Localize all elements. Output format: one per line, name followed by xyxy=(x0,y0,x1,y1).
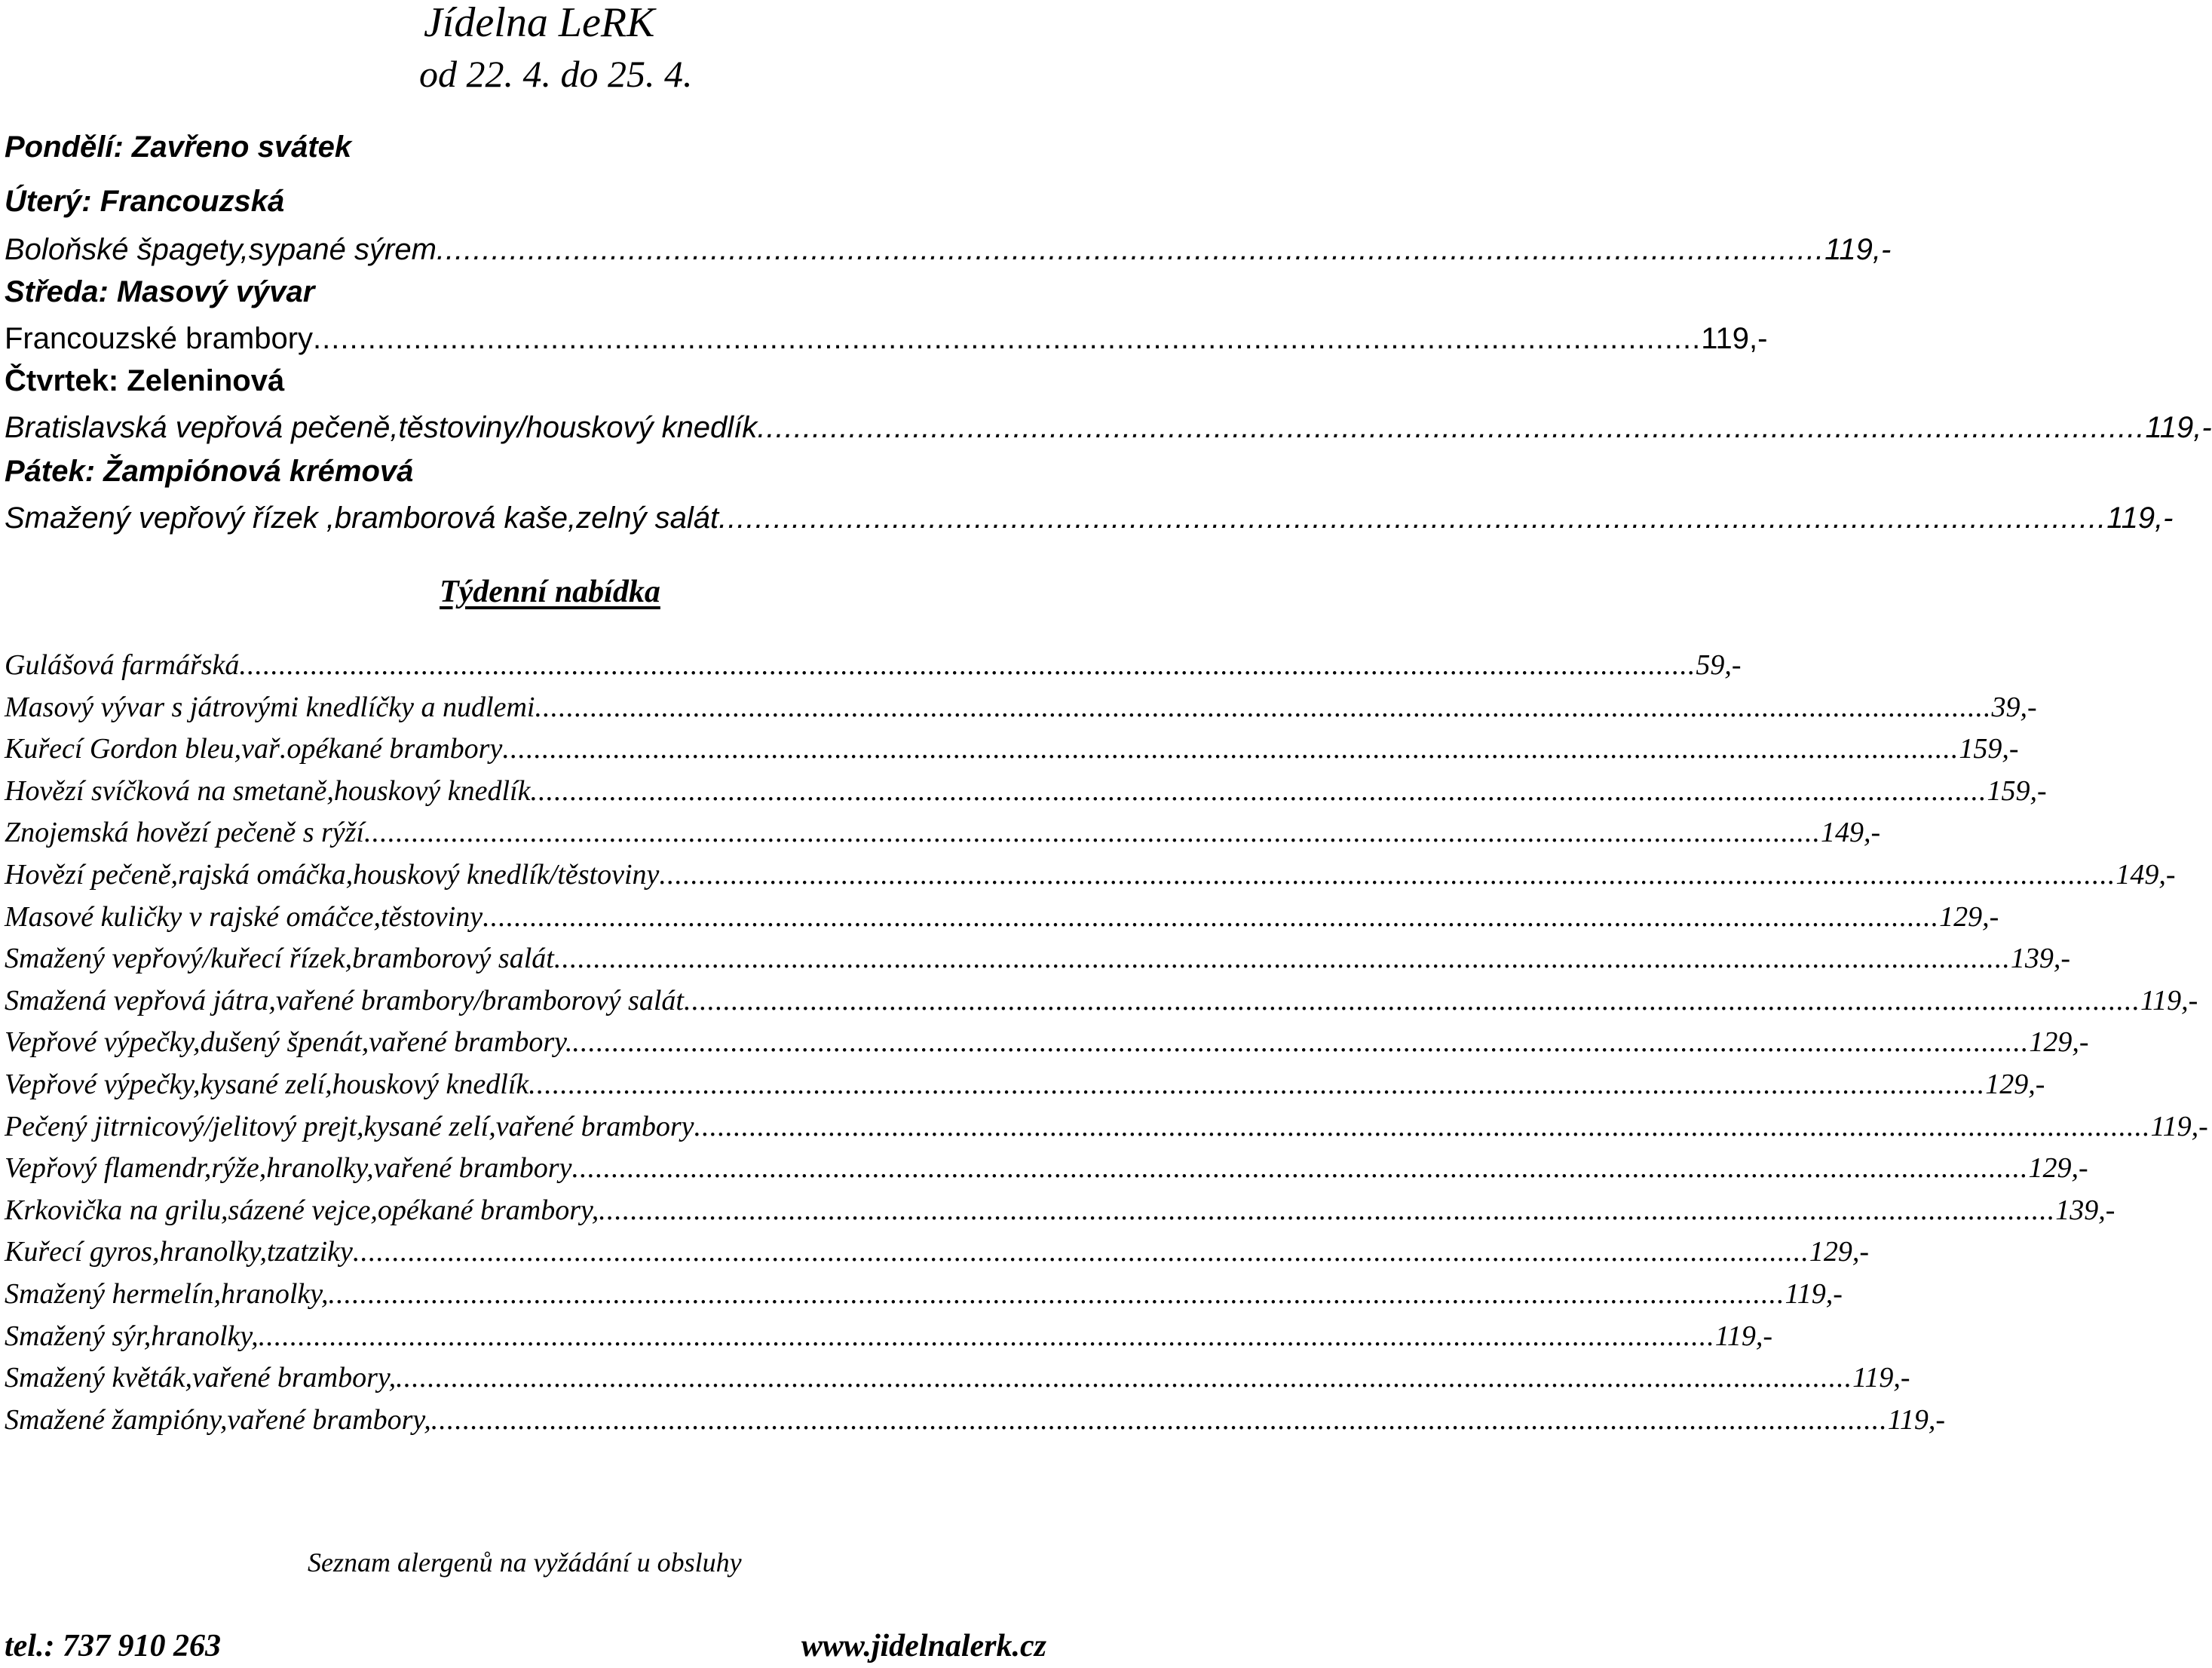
weekly-item-row xyxy=(5,772,2047,810)
weekly-item-name: Smažená vepřová játra,vařené brambory/bramborový salát xyxy=(5,985,684,1016)
weekly-item-name: Smažený hermelín,hranolky, xyxy=(5,1278,329,1310)
weekly-item-row xyxy=(5,856,2176,894)
leader-dots: ........................................................................................................................................................ xyxy=(757,411,2146,444)
allergen-note: Seznam alergenů na vyžádání u obsluhy xyxy=(308,1547,742,1578)
meal-name: Bratislavská vepřová pečeně,těstoviny/houskový knedlík xyxy=(5,411,758,444)
wednesday-soup: Středa: Masový vývar xyxy=(5,275,315,308)
friday-soup: Pátek: Žampiónová krémová xyxy=(5,455,414,488)
weekly-item-price: 119,- xyxy=(2150,1111,2208,1142)
weekly-item-price: 149,- xyxy=(2115,859,2176,891)
monday-heading: Pondělí: Zavřeno svátek xyxy=(5,130,352,164)
leader-dots: ........................................................................................................................................................................................ xyxy=(239,649,1696,681)
weekly-item-row xyxy=(5,1108,2208,1145)
weekly-item-name: Znojemská hovězí pečeně s rýží xyxy=(5,817,364,848)
weekly-item-name: Smažený květák,vařené brambory, xyxy=(5,1362,397,1394)
weekly-item-name: Gulášová farmářská xyxy=(5,649,240,681)
wednesday-meal-row xyxy=(5,320,1768,357)
weekly-item-row xyxy=(5,940,2070,977)
weekly-item-row xyxy=(5,898,1999,936)
thursday-meal-row xyxy=(5,409,2212,446)
tuesday-soup: Úterý: Francouzská xyxy=(5,185,285,218)
weekly-item-row xyxy=(5,1275,1843,1313)
website-link[interactable]: www.jidelnalerk.cz xyxy=(801,1629,1046,1663)
weekly-item-row xyxy=(5,1317,1773,1355)
weekly-item-price: 159,- xyxy=(1987,775,2047,807)
date-range: od 22. 4. do 25. 4. xyxy=(419,53,693,95)
weekly-item-price: 119,- xyxy=(1887,1404,1946,1436)
weekly-item-price: 119,- xyxy=(1852,1362,1910,1394)
weekly-item-row xyxy=(5,1023,2089,1061)
weekly-item-price: 119,- xyxy=(1785,1278,1843,1310)
leader-dots: ........................................................................................................................................................................................ xyxy=(572,1026,2030,1058)
leader-dots: ........................................................................................................................................................ xyxy=(718,501,2107,535)
weekly-item-price: 59,- xyxy=(1696,649,1742,681)
tuesday-meal-row xyxy=(5,231,1892,268)
weekly-item-price: 119,- xyxy=(1714,1320,1773,1352)
leader-dots: ........................................................................................................................................................................................ xyxy=(430,1404,1888,1436)
weekly-item-name: Smažený sýr,hranolky, xyxy=(5,1320,259,1352)
leader-dots: ........................................................................................................................................................ xyxy=(436,233,1825,266)
weekly-item-name: Krkovička na grilu,sázené vejce,opékané brambory, xyxy=(5,1194,599,1226)
meal-name: Boloňské špagety,sypané sýrem xyxy=(5,233,437,266)
meal-price: 119,- xyxy=(1824,233,1892,266)
weekly-item-row xyxy=(5,688,2037,726)
weekly-item-row xyxy=(5,1359,1910,1397)
weekly-item-name: Hovězí pečeně,rajská omáčka,houskový knedlík/těstoviny xyxy=(5,859,660,891)
meal-name: Francouzské brambory xyxy=(5,322,314,355)
leader-dots: ........................................................................................................................................................................................ xyxy=(530,775,1987,807)
weekly-item-price: 129,- xyxy=(2029,1026,2089,1058)
leader-dots: ........................................................................................................................................................ xyxy=(313,322,1702,355)
meal-price: 119,- xyxy=(1701,322,1768,355)
leader-dots: ........................................................................................................................................................................................ xyxy=(553,943,2011,974)
leader-dots: ........................................................................................................................................................................................ xyxy=(659,859,2116,891)
leader-dots: ........................................................................................................................................................................................ xyxy=(683,985,2140,1016)
leader-dots: ........................................................................................................................................................................................ xyxy=(535,691,1992,723)
weekly-item-row xyxy=(5,1065,2045,1103)
weekly-item-row xyxy=(5,982,2198,1020)
weekly-item-price: 119,- xyxy=(2140,985,2198,1016)
meal-price: 119,- xyxy=(2106,501,2174,535)
weekly-item-name: Smažené žampióny,vařené brambory, xyxy=(5,1404,431,1436)
weekly-item-price: 129,- xyxy=(1809,1236,1870,1268)
weekly-item-name: Hovězí svíčková na smetaně,houskový knedlík xyxy=(5,775,531,807)
weekly-item-price: 129,- xyxy=(1939,901,1999,933)
meal-name: Smažený vepřový řízek ,bramborová kaše,zelný salát xyxy=(5,501,719,535)
weekly-item-row xyxy=(5,1233,1870,1271)
weekly-item-price: 149,- xyxy=(1821,817,1881,848)
weekly-item-name: Kuřecí gyros,hranolky,tzatziky xyxy=(5,1236,353,1268)
weekly-item-row xyxy=(5,1401,1946,1439)
weekly-item-price: 159,- xyxy=(1959,733,2019,765)
page-title: Jídelna LeRK xyxy=(424,0,655,46)
leader-dots: ........................................................................................................................................................................................ xyxy=(483,901,1940,933)
friday-meal-row xyxy=(5,499,2174,537)
weekly-item-name: Pečený jitrnicový/jelitový prejt,kysané zelí,vařené brambory xyxy=(5,1111,694,1142)
weekly-item-row xyxy=(5,730,2019,768)
weekly-item-row xyxy=(5,1191,2115,1229)
meal-price: 119,- xyxy=(2145,411,2212,444)
weekly-item-price: 39,- xyxy=(1991,691,2037,723)
leader-dots: ........................................................................................................................................................................................ xyxy=(599,1194,2056,1226)
weekly-item-name: Masový vývar s játrovými knedlíčky a nudlemi xyxy=(5,691,535,723)
leader-dots: ........................................................................................................................................................................................ xyxy=(502,733,1959,765)
weekly-offer-heading: Týdenní nabídka xyxy=(440,575,660,609)
leader-dots: ........................................................................................................................................................................................ xyxy=(328,1278,1785,1310)
leader-dots: ........................................................................................................................................................................................ xyxy=(528,1069,1986,1100)
weekly-item-name: Vepřové výpečky,dušený špenát,vařené brambory. xyxy=(5,1026,573,1058)
weekly-item-name: Kuřecí Gordon bleu,vař.opékané brambory xyxy=(5,733,503,765)
leader-dots: ........................................................................................................................................................................................ xyxy=(694,1111,2151,1142)
leader-dots: ........................................................................................................................................................................................ xyxy=(396,1362,1853,1394)
leader-dots: ........................................................................................................................................................................................ xyxy=(352,1236,1809,1268)
weekly-item-name: Vepřový flamendr,rýže,hranolky,vařené brambory xyxy=(5,1152,572,1184)
phone-number: tel.: 737 910 263 xyxy=(5,1629,221,1663)
leader-dots: ........................................................................................................................................................................................ xyxy=(258,1320,1715,1352)
weekly-item-price: 129,- xyxy=(2028,1152,2088,1184)
weekly-item-row xyxy=(5,646,1742,684)
weekly-item-price: 139,- xyxy=(2010,943,2070,974)
weekly-item-row xyxy=(5,1149,2088,1187)
weekly-item-name: Vepřové výpečky,kysané zelí,houskový knedlík xyxy=(5,1069,529,1100)
weekly-item-price: 139,- xyxy=(2055,1194,2115,1226)
weekly-item-name: Smažený vepřový/kuřecí řízek,bramborový salát xyxy=(5,943,554,974)
weekly-item-price: 129,- xyxy=(1985,1069,2045,1100)
leader-dots: ........................................................................................................................................................................................ xyxy=(571,1152,2029,1184)
weekly-item-row xyxy=(5,814,1881,851)
thursday-soup: Čtvrtek: Zeleninová xyxy=(5,364,285,397)
leader-dots: ........................................................................................................................................................................................ xyxy=(364,817,1821,848)
weekly-item-name: Masové kuličky v rajské omáčce,těstoviny xyxy=(5,901,483,933)
